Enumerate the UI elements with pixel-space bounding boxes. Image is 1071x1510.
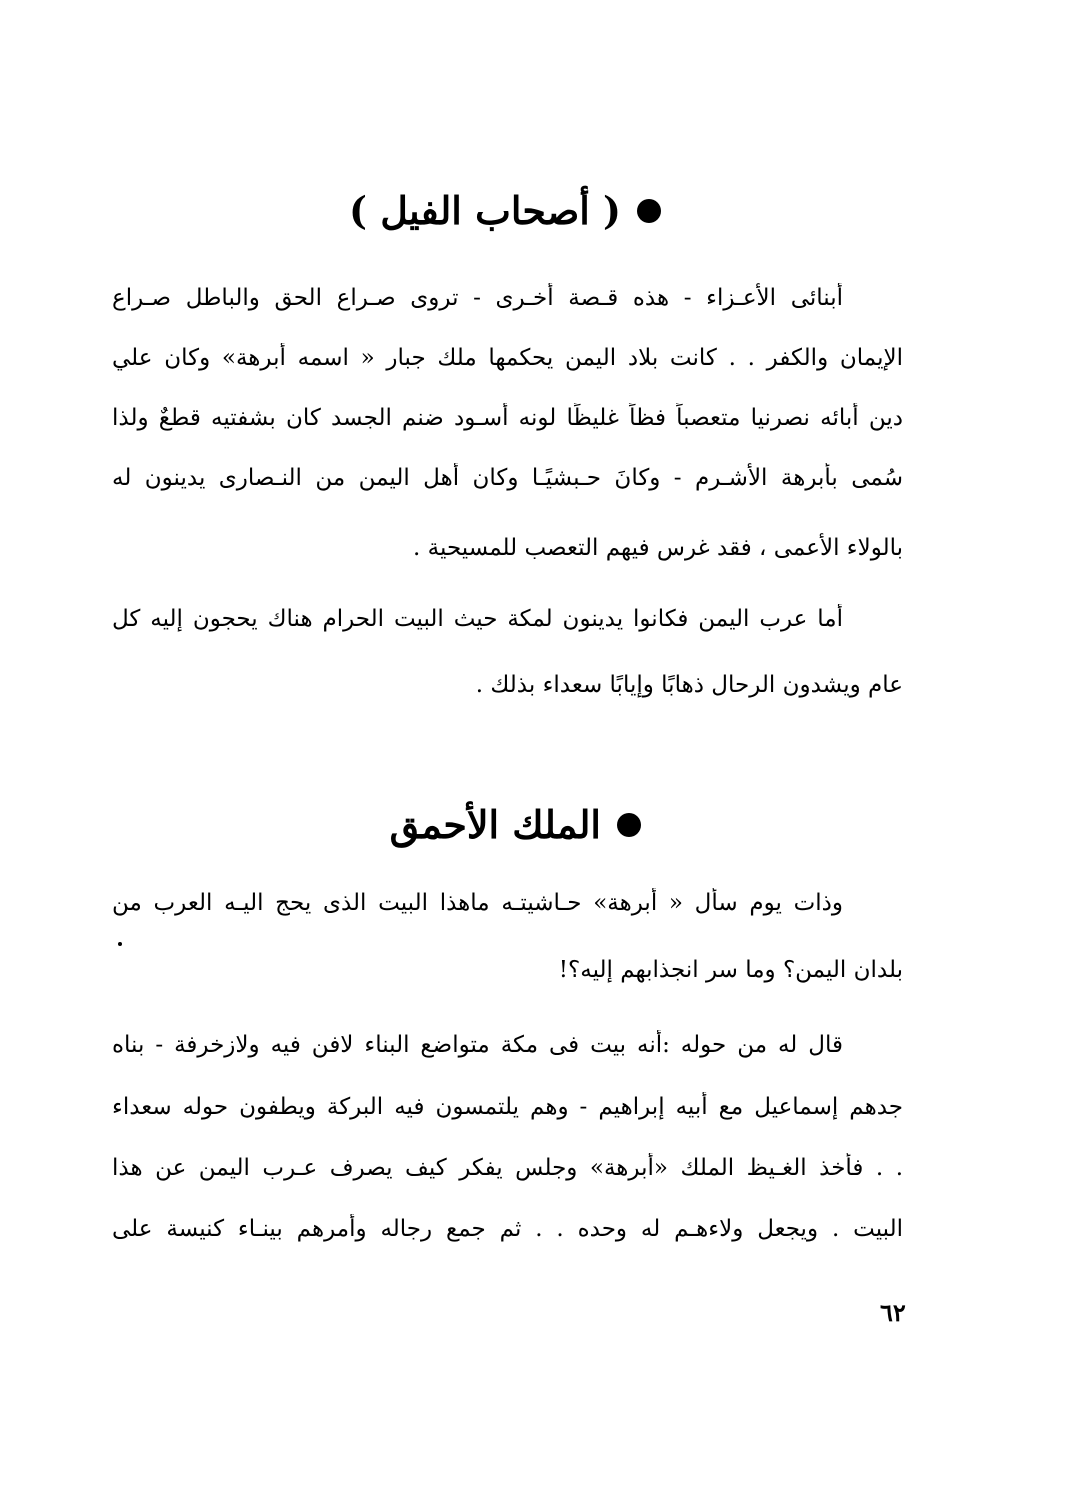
- paragraph-line: سُمى بأبرهة الأشـرم - وكانَ حـبشيًـا وكان أهل اليمن من النـصارى يدينون له: [112, 465, 903, 491]
- paragraph-line: دين أبائه نصرنيا متعصباً فظاً غليظًا لونه أسـود ضنم الجسد كان بشفتيه قطعٌ ولذا: [112, 405, 903, 431]
- paragraph-line: . . فأخذ الغـيظ الملك «أبرهة» وجلس يفكر كيف يصرف عـرب اليمن عن هذا: [112, 1155, 903, 1181]
- section-heading-al-malik-al-ahmaq: [390, 802, 641, 847]
- paragraph-line: أبنائى الأعـزاء - هذه قـصة أخـرى - تروى صـراع الحق والباطل صـراع: [112, 285, 843, 311]
- bullet-icon: [637, 199, 661, 223]
- ink-dot: [118, 942, 122, 946]
- paragraph-line: أما عرب اليمن فكانوا يدينون لمكة حيث البيت الحرام هناك يحجون إليه كل: [112, 606, 843, 632]
- paragraph-line: وذات يوم سأل « أبرهة» حـاشيتـه ماهذا البيت الذى يحج اليـه العرب من: [112, 890, 843, 916]
- section-title: الملك الأحمق: [389, 802, 601, 847]
- page-number: ٦٢: [880, 1298, 906, 1327]
- paragraph-line: الإيمان والكفر . . كانت بلاد اليمن يحكمها ملك جبار « اسمه أبرهة» وكان علي: [112, 345, 903, 371]
- bullet-icon: [617, 813, 641, 837]
- paragraph-line: بالولاء الأعمى ، فقد غرس فيهم التعصب للمسيحية .: [413, 535, 903, 561]
- section-heading-ashab-al-fil: [349, 188, 661, 233]
- paragraph-line: البيت . ويجعل ولاءهـم له وحده . . ثم جمع رجاله وأمرهم بينـاء كنيسة على: [112, 1216, 903, 1242]
- paragraph-line: عام ويشدون الرحال ذهابًا وإيابًا سعداء بذلك .: [475, 672, 903, 698]
- paragraph-line: قال له من حوله :أنه بيت فى مكة متواضع البناء لافن فيه ولازخرفة - بناه: [112, 1032, 843, 1058]
- paragraph-line: جدهم إسماعيل مع أبيه إبراهيم - وهم يلتمسون فيه البركة ويطفون حوله سعداء: [112, 1094, 903, 1120]
- section-title: ( أصحاب الفيل ): [349, 188, 621, 233]
- paragraph-line: بلدان اليمن؟ وما سر انجذابهم إليه؟!: [558, 957, 903, 983]
